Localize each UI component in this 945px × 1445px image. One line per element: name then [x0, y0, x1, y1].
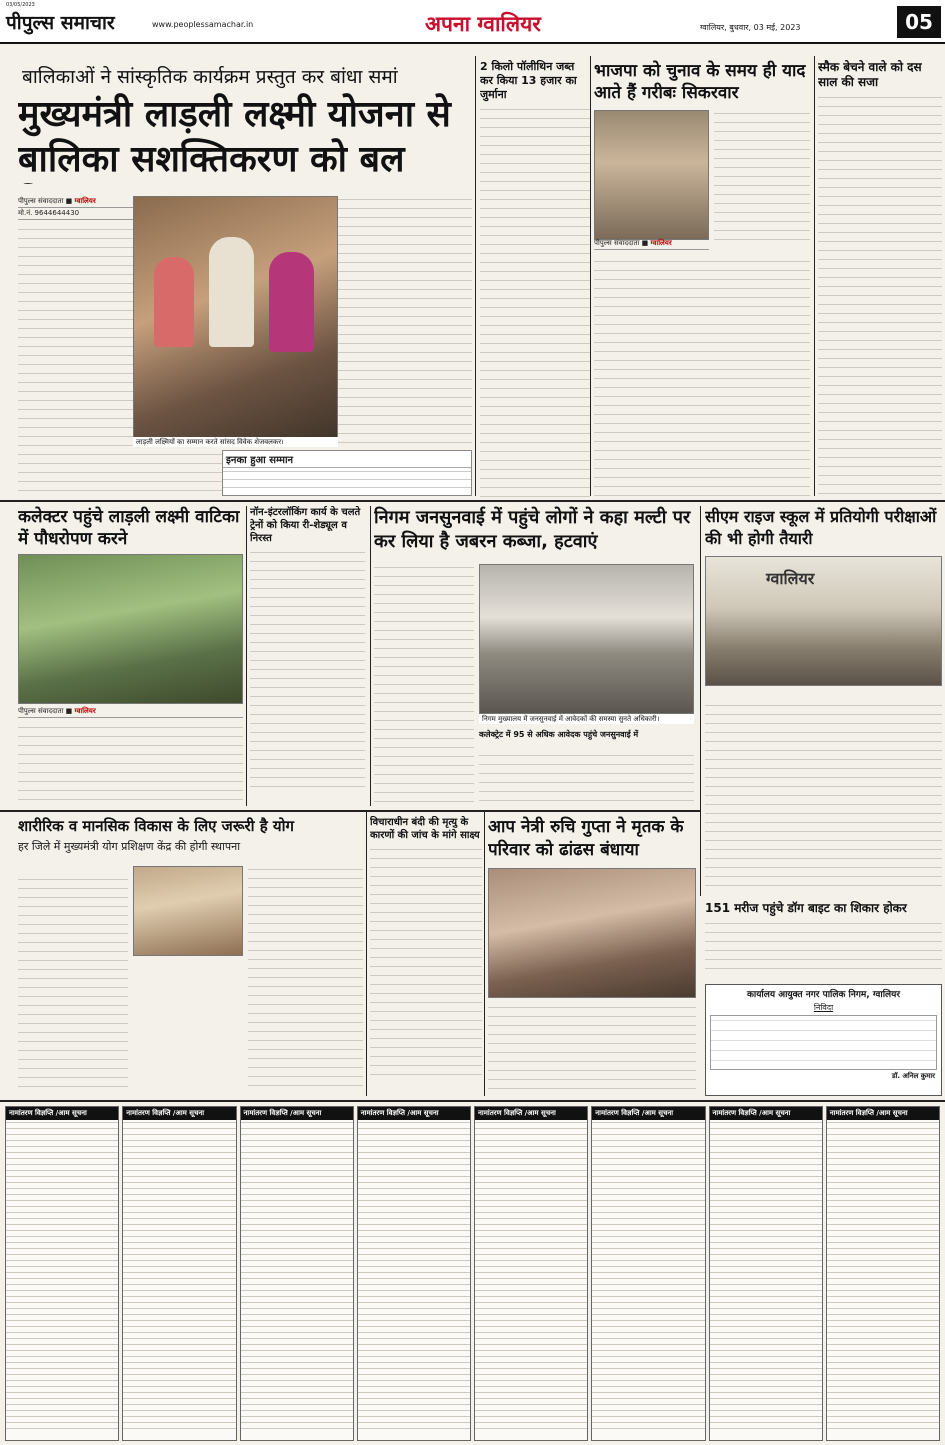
yoga-headline: शारीरिक व मानसिक विकास के लिए जरूरी है योग [18, 817, 294, 835]
bjp-city-tag: ग्वालियर [650, 239, 672, 247]
polythene-story [480, 60, 590, 500]
tender-notice [705, 984, 942, 1096]
jansunwai-story [374, 506, 694, 806]
honoured-box [222, 450, 472, 496]
notice-header: नामांतरण विज्ञप्ति /आम सूचना [358, 1107, 470, 1120]
cmrise-story [705, 506, 942, 896]
lead-photo-caption: लाड़ली लक्ष्मियों का सम्मान करते सांसद विवेक शेजवलकर। [133, 437, 338, 447]
undertrial-headline: विचाराधीन बंदी की मृत्यु के कारणों की जांच के मांगे साक्ष्य [370, 817, 480, 841]
trains-story [250, 506, 365, 806]
reporter-mobile: मो.नं. 9644644430 [18, 208, 233, 220]
masthead [0, 0, 945, 44]
notice-column [5, 1106, 119, 1441]
reporter-tag: पीपुल्स संवाददाता [18, 197, 64, 205]
page-number: 05 [897, 6, 941, 38]
lead-col3-text [338, 196, 472, 446]
tender-office: कार्यालय आयुक्त नगर पालिक निगम, ग्वालियर [746, 990, 901, 1000]
lead-kicker: बालिकाओं ने सांस्कृतिक कार्यक्रम प्रस्तुत कर बांधा समां [22, 66, 398, 88]
notice-header: नामांतरण विज्ञप्ति /आम सूचना [475, 1107, 587, 1120]
notice-column [357, 1106, 471, 1441]
yoga-story [18, 816, 363, 1096]
lead-headline: मुख्यमंत्री लाड़ली लक्ष्मी योजना से बालिका सशक्तिकरण को बल [18, 94, 451, 180]
dogbite-story [705, 900, 942, 980]
lead-photo [133, 196, 338, 446]
jansunwai-headline: निगम जनसुनवाई में पहुंचे लोगों ने कहा मल्टी पर कर लिया है जबरन कब्जा, हटवाएं [374, 507, 691, 552]
cmrise-headline: सीएम राइज स्कूल में प्रतियोगी परीक्षाओं की भी होगी तैयारी [705, 507, 937, 548]
collector-headline: कलेक्टर पहुंचे लाड़ली लक्ष्मी वाटिका में पौधरोपण करने [18, 507, 240, 549]
notice-header: नामांतरण विज्ञप्ति /आम सूचना [123, 1107, 235, 1120]
tender-title: निविदा [813, 1003, 834, 1012]
ruchi-headline: आप नेत्री रुचि गुप्ता ने मृतक के परिवार को ढांढस बंधाया [488, 817, 684, 860]
collector-reporter-tag: पीपुल्स संवाददाता [18, 707, 64, 715]
smack-story [818, 60, 942, 500]
yoga-photo [133, 866, 243, 956]
bjp-photo [594, 110, 709, 240]
lead-byline: पीपुल्स संवाददाता ■ ग्वालियर मो.नं. 9644644430 [18, 196, 233, 222]
notice-header: नामांतरण विज्ञप्ति /आम सूचना [710, 1107, 822, 1120]
yoga-subhead: हर जिले में मुख्यमंत्री योग प्रशिक्षण केंद्र की होगी स्थापना [18, 840, 241, 853]
bjp-story: भाजपा को चुनाव के समय ही याद आते हैं गरीबः सिकरवार पीपुल्स संवाददाता ■ ग्वालियर [594, 60, 810, 500]
masthead-date-left: 03/05/2023 [6, 2, 35, 8]
masthead-date: ग्वालियर, बुधवार, 03 मई, 2023 [700, 23, 801, 32]
bjp-reporter-tag: पीपुल्स संवाददाता [594, 239, 640, 247]
notice-column [240, 1106, 354, 1441]
smack-headline: स्मैक बेचने वाले को दस साल की सजा [818, 60, 922, 89]
jansunwai-photo [479, 564, 694, 714]
dogbite-headline: 151 मरीज पहुंचे डॉग बाइट का शिकार होकर [705, 901, 907, 915]
brand-logo: पीपुल्स समाचार [6, 12, 115, 34]
jansunwai-subhead: कलेक्ट्रेट में 95 से अधिक आवेदक पहुंचे जनसुनवाई में [479, 730, 639, 739]
notice-header: नामांतरण विज्ञप्ति /आम सूचना [241, 1107, 353, 1120]
notice-column [591, 1106, 705, 1441]
notice-column [826, 1106, 940, 1441]
collector-story: कलेक्टर पहुंचे लाड़ली लक्ष्मी वाटिका में पौधरोपण करने पीपुल्स संवाददाता ■ ग्वालियर [18, 506, 243, 806]
notice-column [122, 1106, 236, 1441]
cmrise-photo-banner: ग्वालियर [766, 569, 815, 588]
undertrial-story [370, 816, 482, 1096]
polythene-headline: 2 किलो पॉलीथिन जब्त कर किया 13 हजार का जुर्माना [480, 60, 577, 101]
tender-signatory: डॉ. अनिल कुमार [891, 1072, 935, 1080]
notice-header: नामांतरण विज्ञप्ति /आम सूचना [827, 1107, 939, 1120]
notice-header: नामांतरण विज्ञप्ति /आम सूचना [592, 1107, 704, 1120]
honoured-box-title: इनका हुआ सम्मान [223, 451, 471, 468]
notice-column [474, 1106, 588, 1441]
notice-header: नामांतरण विज्ञप्ति /आम सूचना [6, 1107, 118, 1120]
ruchi-story [488, 816, 696, 1096]
trains-headline: नॉन-इंटरलॉकिंग कार्य के चलते ट्रेनों को किया री-शेड्यूल व निरस्त [250, 507, 361, 544]
city-tag: ग्वालियर [74, 197, 96, 205]
jansunwai-caption: निगम मुख्यालय में जनसुनवाई में आवेदकों की समस्या सुनते अधिकारी। [479, 714, 694, 724]
ruchi-photo [488, 868, 696, 998]
collector-city-tag: ग्वालियर [74, 707, 96, 715]
notice-column [709, 1106, 823, 1441]
cmrise-photo [705, 556, 942, 686]
section-title: अपना ग्वालियर [425, 12, 541, 36]
website-url: www.peoplessamachar.in [152, 20, 254, 29]
bjp-headline: भाजपा को चुनाव के समय ही याद आते हैं गरीबः सिकरवार [594, 61, 806, 103]
collector-photo [18, 554, 243, 704]
